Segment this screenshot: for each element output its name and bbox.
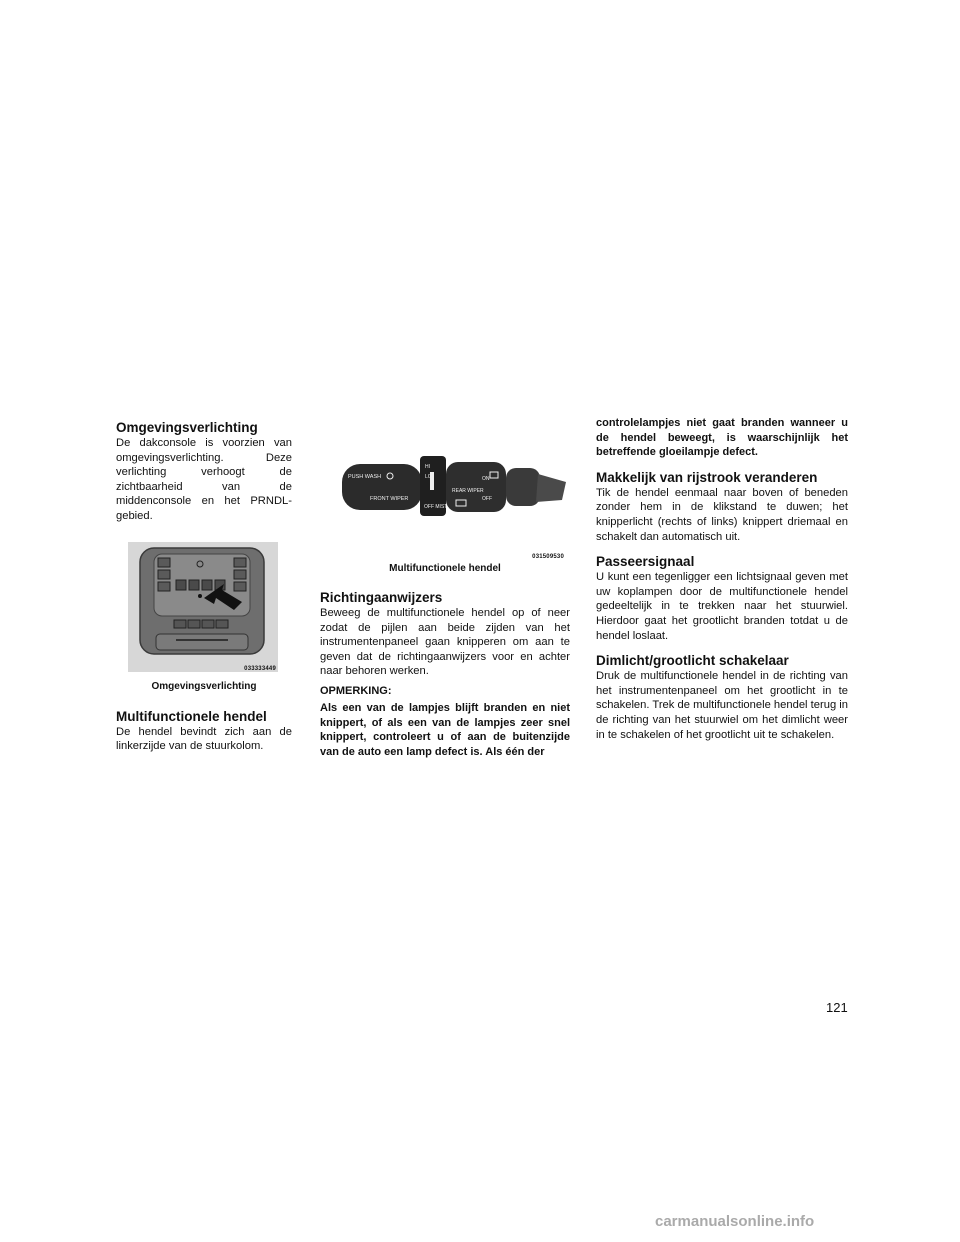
paragraph-ambient-lighting: De dakconsole is voorzien van omgevingsverlichting. Deze verlichting verhoogt de zichtbaarheid van de middenconsole en het PRNDL-gebied. — [116, 437, 292, 522]
figure-multifunction-lever — [320, 420, 570, 560]
column-2 — [320, 420, 570, 759]
note-text: Als een van de lampjes blijft branden en niet knippert, of als een van de lampjes zeer snel knippert, controleert u of aan de buitenzijde van de auto een lamp defect is. Als één der — [320, 701, 570, 758]
heading-turn-signals: Richtingaanwijzers — [320, 590, 443, 605]
heading-multifunction-lever: Multifunctionele hendel — [116, 708, 267, 724]
lever-label-off: OFF — [482, 496, 492, 502]
heading-flash-to-pass: Passeersignaal — [596, 554, 695, 570]
multifunction-lever-illustration — [320, 420, 570, 560]
figure-caption: Omgevingsverlichting — [151, 680, 257, 692]
lever-label-lo: LO — [425, 474, 432, 480]
note-label: OPMERKING: — [320, 684, 392, 697]
paragraph-lane-change: Tik de hendel eenmaal naar boven of beneden zonder hem in de klikstand te duwen; het knipperlicht (rechts of links) knippert driemaal en schakelt dan automatisch uit. — [596, 486, 848, 543]
lever-label-push-wash: PUSH WASH — [348, 474, 382, 480]
lever-label-off-mist: OFF MIST — [424, 504, 448, 510]
paragraph-multifunction-lever: De hendel bevindt zich aan de linkerzijde van de stuurkolom. — [116, 725, 292, 753]
page-number: 121 — [826, 1000, 848, 1015]
figure-caption: Multifunctionele hendel — [389, 563, 501, 574]
note-continuation: controlelampjes niet gaat branden wanneer u de hendel beweegt, is waarschijnlijk het betreffende gloeilampje defect. — [596, 417, 848, 459]
paragraph-high-low-beam: Druk de multifunctionele hendel in de richting van het instrumentenpaneel om het grootlicht in te schakelen. Trek de multifunctionele hendel terug in de richting van het stuurwiel om het dimlicht weer in te schakelen of het grootlicht uit te schakelen. — [596, 670, 848, 741]
paragraph-flash-to-pass: U kunt een tegenligger een lichtsignaal geven met uw koplampen door de multifunctionele hendel gedeeltelijk in te trekken naar het stuurwiel. Hierdoor gaat het grootlicht branden totdat u de hendel loslaat. — [596, 571, 848, 642]
figure-code: 033333449 — [244, 665, 276, 672]
column-3 — [596, 416, 848, 752]
paragraph-turn-signals: Beweeg de multifunctionele hendel op of neer zodat de pijlen aan beide zijden van het instrumentenpaneel gaan knipperen om aan te geven dat de richtingaanwijzers voor en achter naar behoren werken. — [320, 607, 570, 678]
column-1 — [116, 420, 292, 764]
lever-label-rear-wiper: REAR WIPER — [452, 488, 484, 494]
heading-ambient-lighting: Omgevingsverlichting — [116, 420, 258, 435]
footer-watermark: carmanualsonline.info — [655, 1213, 815, 1230]
heading-high-low-beam: Dimlicht/grootlicht schakelaar — [596, 653, 789, 669]
lever-label-on: ON — [482, 476, 490, 482]
figure-code: 031509530 — [532, 554, 564, 560]
lever-label-front-wiper: FRONT WIPER — [370, 496, 409, 502]
lever-label-hi: HI — [425, 464, 430, 470]
overhead-console-illustration — [126, 540, 280, 674]
heading-lane-change: Makkelijk van rijstrook veranderen — [596, 469, 818, 485]
figure-ambient-lighting — [126, 540, 280, 674]
